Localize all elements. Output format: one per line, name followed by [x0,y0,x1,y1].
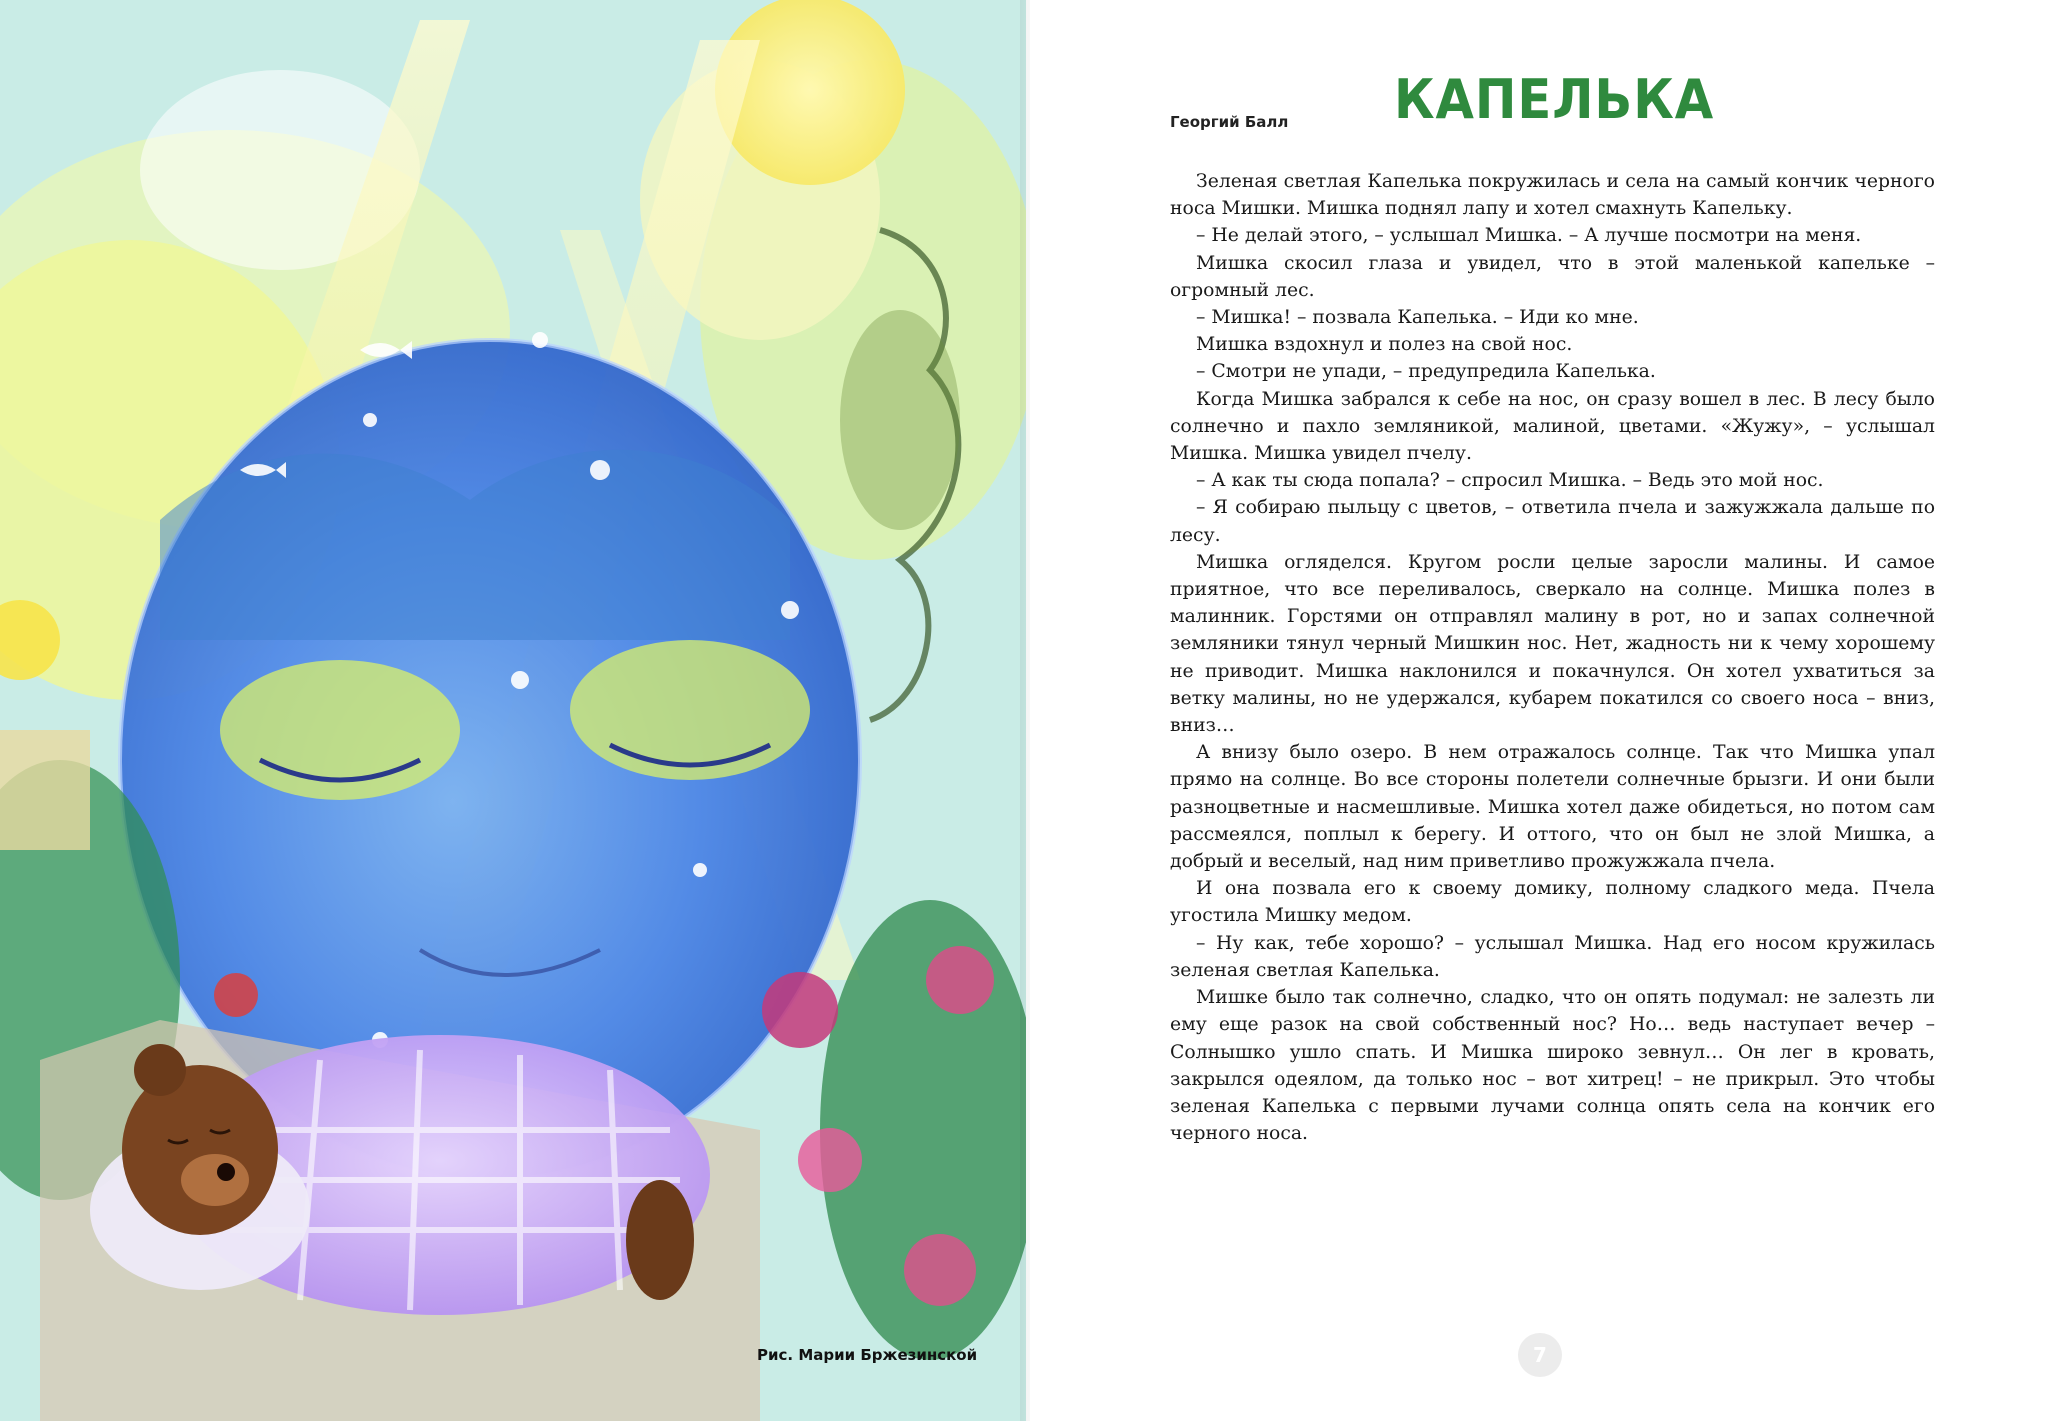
author-name: Георгий Балл [1170,113,1289,131]
story-paragraph: Мишка огляделся. Кругом росли целые заросли малины. И самое приятное, что все переливалось, сверкало на солнце. Мишка полез в малинник. Горстями он отправлял малину в рот, но и запах солнечной земляники тянул черный Мишкин нос. Нет, жадность ни к чему хорошему не приводит. Мишка наклонился и покачнулся. Он хотел ухватиться за ветку малины, но не удержался, кубарем покатился со своего носа – вниз, вниз… [1170,551,1935,737]
illustration-credit: Рис. Марии Бржезинской [757,1346,978,1364]
story-paragraph: И она позвала его к своему домику, полному сладкого меда. Пчела угостила Мишку медом. [1170,878,1935,927]
story-paragraph: – Ну как, тебе хорошо? – услышал Мишка. Над его носом кружилась зеленая светлая Капелька. [1170,932,1935,981]
story-paragraph: – А как ты сюда попала? – спросил Мишка. – Ведь это мой нос. [1196,470,1824,492]
story-title: КАПЕЛЬКА [1394,68,1715,131]
story-paragraph: Мишке было так солнечно, сладко, что он опять подумал: не залезть ли ему еще разок на свой собственный нос? Но… ведь наступает вечер – Солнышко ушло спать. И Мишка широко зевнул… Он лег в кровать, закрылся одеялом, да только нос – вот хитрец! – не прикрыл. Это чтобы зеленая Капелька с первыми лучами солнца опять села на кончик его черного носа. [1170,987,1935,1145]
story-paragraph: Мишка скосил глаза и увидел, что в этой маленькой капельке – огромный лес. [1170,252,1935,301]
story-paragraph: – Смотри не упади, – предупредила Капелька. [1196,361,1656,383]
story-paragraph: Мишка вздохнул и полез на свой нос. [1196,334,1573,356]
story-paragraph: А внизу было озеро. В нем отражалось солнце. Так что Мишка упал прямо на солнце. Во все стороны полетели солнечные брызги. И они были разноцветные и насмешливые. Мишка хотел даже обидеться, но потом сам рассмеялся, поплыл к берегу. И оттого, что он был не злой Мишка, а добрый и веселый, над ним приветливо прожужжала пчела. [1170,742,1935,873]
page-number: 7 [1518,1333,1562,1377]
story-paragraph: Когда Мишка забрался к себе на нос, он сразу вошел в лес. В лесу было солнечно и пахло земляникой, малиной, цветами. «Жужу», – услышал Мишка. Мишка увидел пчелу. [1170,388,1935,465]
story-paragraph: – Мишка! – позвала Капелька. – Иди ко мне. [1196,307,1639,329]
story-paragraph: Зеленая светлая Капелька покружилась и села на самый кончик черного носа Мишки. Мишка поднял лапу и хотел смахнуть Капельку. [1170,171,1935,220]
story-paragraph: – Я собираю пыльцу с цветов, – ответила пчела и зажужжала дальше по лесу. [1170,497,1935,546]
story-text [1170,168,1935,1147]
story-paragraph: – Не делай этого, – услышал Мишка. – А лучше посмотри на меня. [1196,225,1862,247]
right-page [1030,0,2048,1421]
